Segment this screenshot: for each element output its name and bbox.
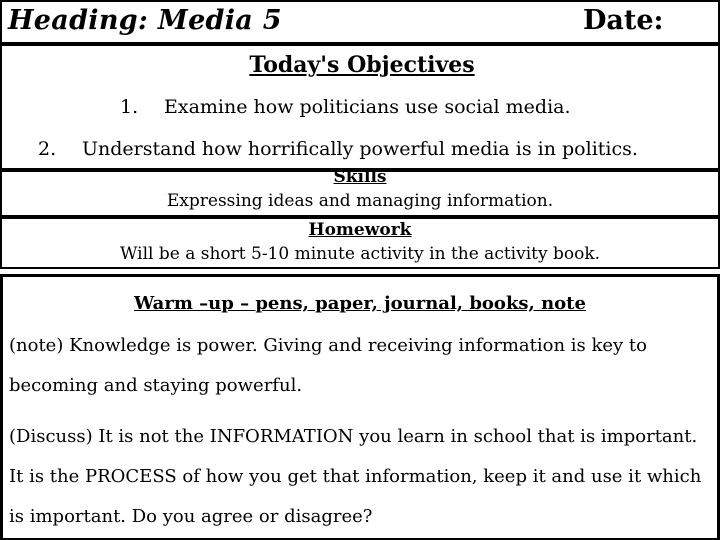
objective-text: Understand how horrifically powerful media is in politics.: [82, 138, 638, 160]
objectives-box: [0, 44, 720, 170]
objectives-title: Today's Objectives: [249, 52, 475, 78]
objective-text: Examine how politicians use social media.: [164, 96, 571, 118]
objective-number: 1.: [120, 96, 139, 118]
header-box: [0, 0, 720, 44]
date-label: Date:: [583, 5, 664, 36]
homework-title: Homework: [308, 220, 412, 240]
homework-text: Will be a short 5-10 minute activity in the activity book.: [119, 244, 601, 264]
warmup-title: Warm –up – pens, paper, journal, books, note: [134, 293, 586, 314]
skills-text: Expressing ideas and managing information.: [166, 191, 554, 211]
skills-title: Skills: [333, 167, 387, 187]
warmup-box: [0, 274, 720, 540]
lesson-heading: Heading: Media 5: [8, 5, 282, 36]
homework-box: [0, 217, 720, 269]
objective-number: 2.: [38, 138, 57, 160]
warmup-note: (note) Knowledge is power. Giving and receiving information is key to becoming and staying powerful.: [9, 335, 648, 396]
warmup-discuss: (Discuss) It is not the INFORMATION you learn in school that is important. It is the PROCESS of how you get that information, keep it and use it which is important. Do you agree or disagree?: [9, 426, 702, 527]
skills-box: [0, 167, 720, 217]
